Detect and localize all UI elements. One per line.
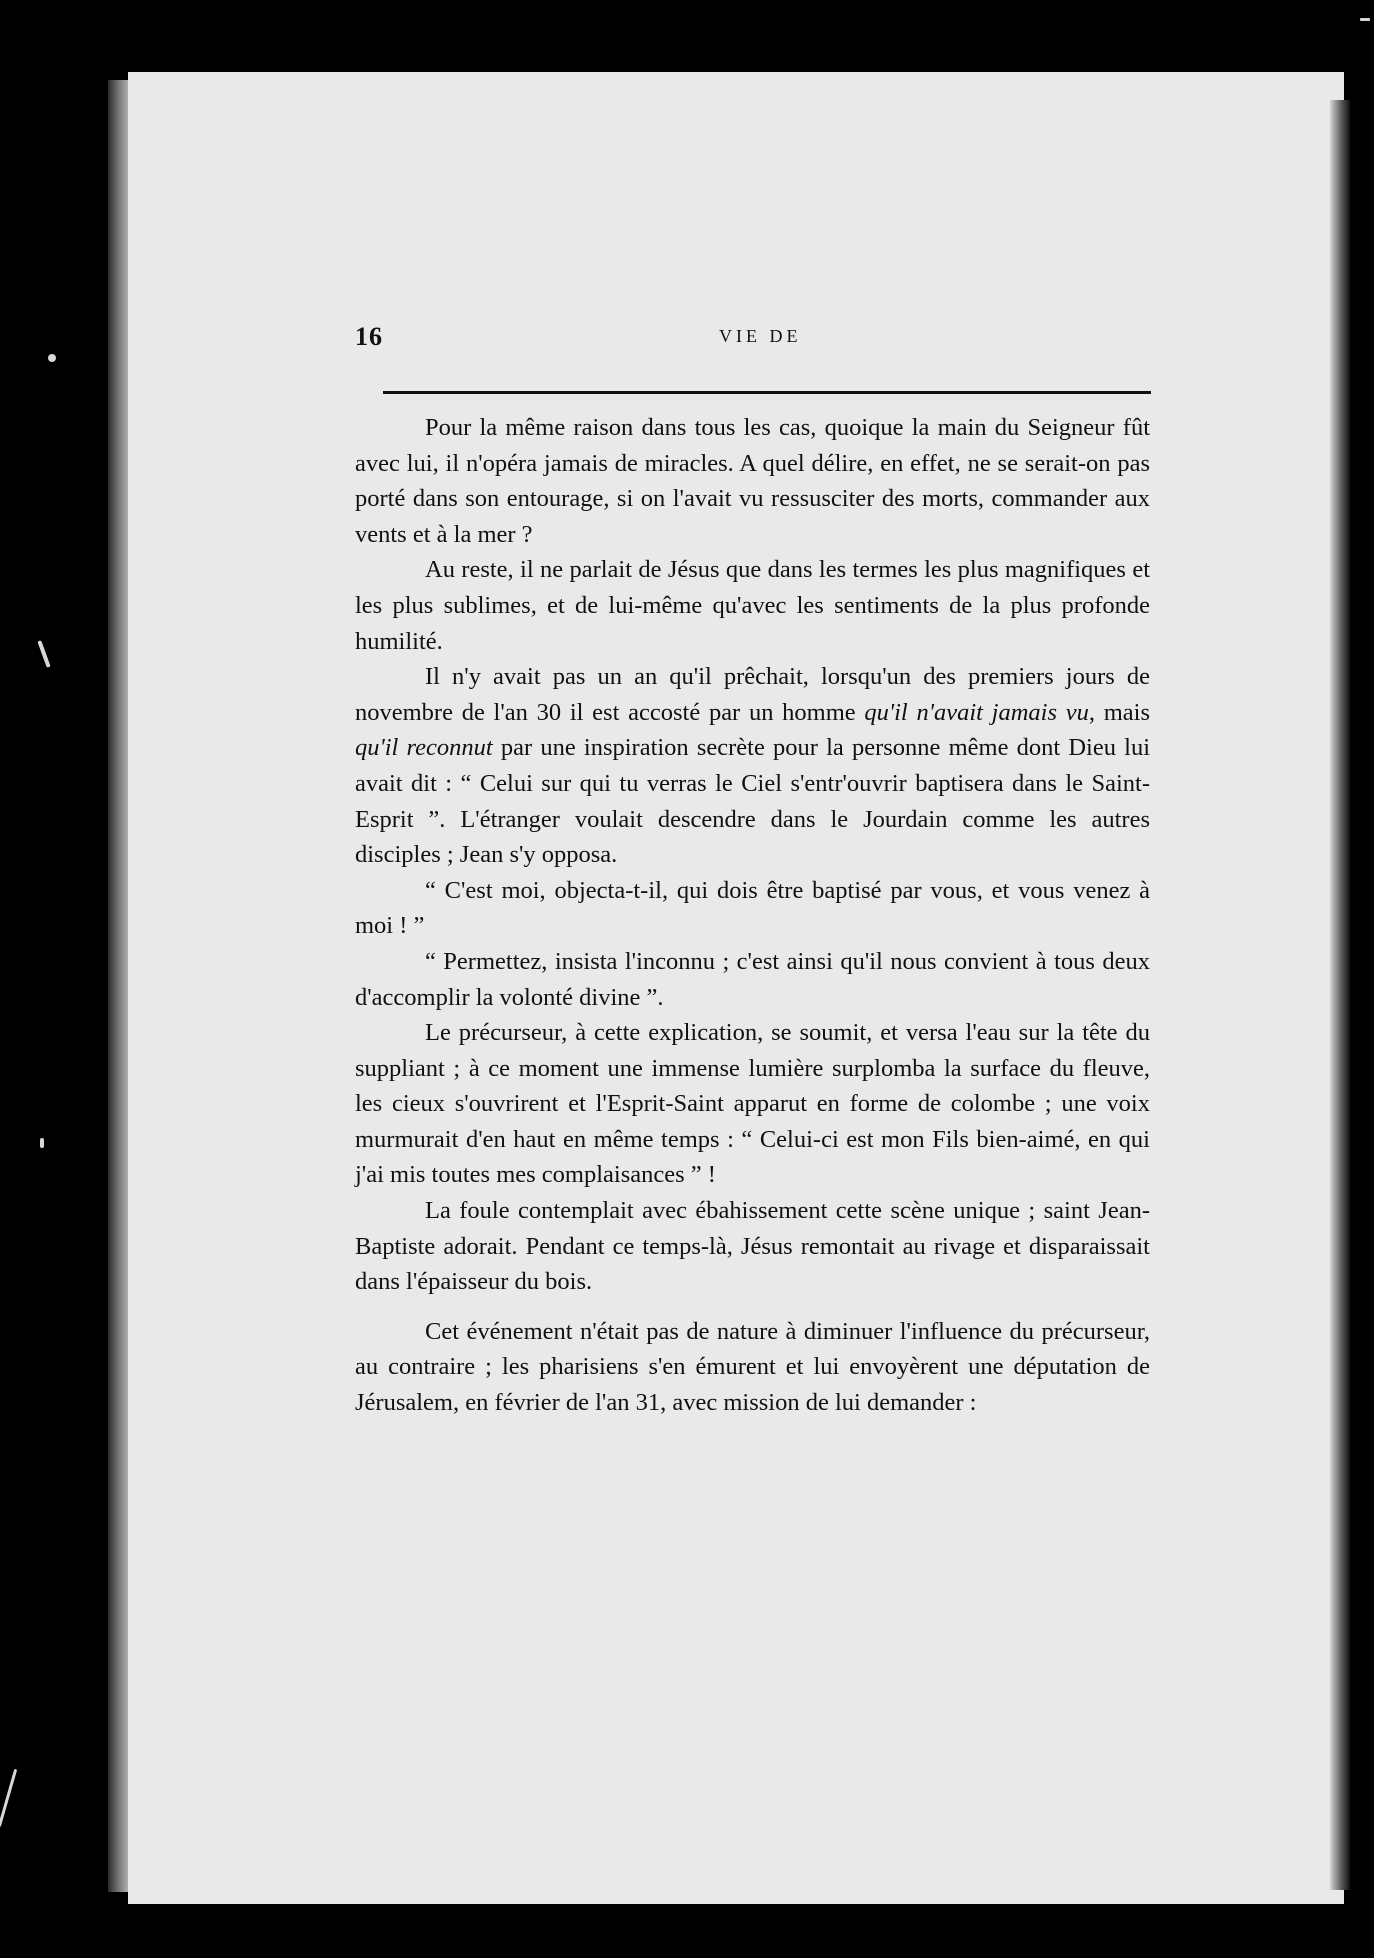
page-edge-right [1330, 100, 1350, 1890]
paragraph-text: , mais [1088, 698, 1150, 726]
dust-speck [40, 1138, 44, 1148]
dust-speck [1360, 18, 1370, 21]
paragraph-text: par une inspiration secrète pour la personne même dont Dieu lui avait dit : “ Celui sur qui tu verras le Ciel s'entr'ouvrir baptisera dans le Saint-Esprit ”. L'étranger voulait descendre dans le Jourdain comme les autres disciples ; Jean s'y opposa. [355, 734, 1150, 869]
paragraph: Au reste, il ne parlait de Jésus que dans les termes les plus magnifiques et les plus sublimes, et de lui-même qu'avec les sentiments de la plus profonde humilité. [355, 556, 1150, 655]
dust-speck [37, 640, 50, 668]
body-text [355, 410, 1150, 1421]
paragraph-italic: qu'il n'avait jamais vu [864, 698, 1089, 726]
paragraph: Le précurseur, à cette explication, se soumit, et versa l'eau sur la tête du suppliant ; à ce moment une immense lumière surplomba la surface du fleuve, les cieux s'ouvrirent et l'Esprit-Saint apparut en forme de colombe ; une voix murmurait d'en haut en même temps : “ Celui-ci est mon Fils bien-aimé, en qui j'ai mis toutes mes complaisances ” ! [355, 1019, 1150, 1189]
running-title: VIE DE [719, 326, 802, 346]
paragraph: La foule contemplait avec ébahissement cette scène unique ; saint Jean-Baptiste adorait. Pendant ce temps-là, Jésus remontait au rivage et disparaissait dans l'épaisseur du bois. [355, 1197, 1150, 1296]
page-edge-left [108, 80, 130, 1892]
paragraph [355, 659, 1150, 873]
paragraph: Pour la même raison dans tous les cas, quoique la main du Seigneur fût avec lui, il n'opéra jamais de miracles. A quel délire, en effet, ne se serait-on pas porté dans son entourage, si on l'avait vu ressusciter des morts, commander aux vents et à la mer ? [355, 414, 1150, 548]
dust-speck [48, 354, 56, 362]
running-head [355, 322, 1145, 352]
paragraph: “ C'est moi, objecta-t-il, qui dois être baptisé par vous, et vous venez à moi ! ” [355, 876, 1150, 940]
dust-speck [0, 1769, 17, 1828]
paragraph-italic: qu'il reconnut [355, 734, 493, 762]
page-number: 16 [355, 322, 383, 351]
paragraph: Cet événement n'était pas de nature à diminuer l'influence du précurseur, au contraire ; les pharisiens s'en émurent et lui envoyèrent une députation de Jérusalem, en février de l'an 31, avec mission de lui demander : [355, 1317, 1150, 1417]
paragraph: “ Permettez, insista l'inconnu ; c'est ainsi qu'il nous convient à tous deux d'accomplir la volonté divine ”. [355, 947, 1150, 1011]
paragraph-text: Il n'y avait pas un an qu'il prêchait, lorsqu'un des premiers jours de novembre de l'an 30 il est accosté par un homme [355, 663, 1150, 726]
header-rule [383, 391, 1151, 394]
